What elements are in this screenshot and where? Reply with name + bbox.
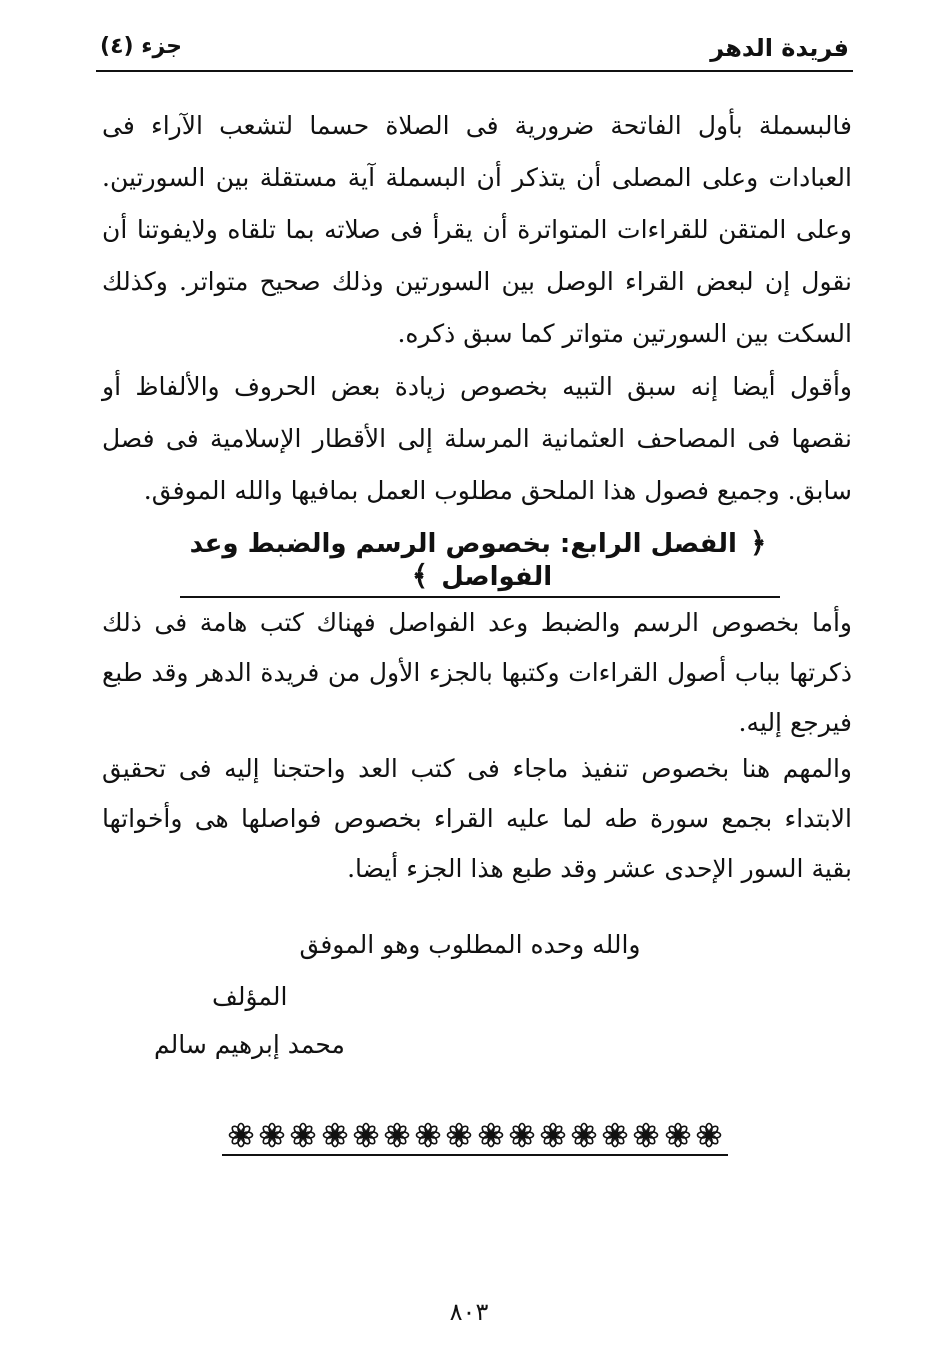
part-label: جزء (٤) — [100, 34, 183, 59]
flower-ornament-icon — [384, 1122, 410, 1148]
flower-ornament-icon — [446, 1122, 472, 1148]
flower-ornament-icon — [228, 1122, 254, 1148]
flower-ornament-icon — [322, 1122, 348, 1148]
paragraph-2: وأقول أيضا إنه سبق التبيه بخصوص زيادة بعض الحروف والألفاظ أو نقصها فى المصاحف العثمانية المرسلة إلى الأقطار الإسلامية فى فصل سابق. وجميع فصول هذا الملحق مطلوب العمل بمافيها والله الموفق. — [102, 372, 852, 505]
close-bracket: ﴾ — [411, 559, 429, 592]
paragraph-1: فالبسملة بأول الفاتحة ضرورية فى الصلاة حسما لتشعب الآراء فى العبادات وعلى المصلى أن يتذكر أن البسملة آية مستقلة بين السورتين. وعلى المتقن للقراءات المتواترة أن يقرأ فى صلاته بما تلقاه ولايفوتنا أن نقول إن لبعض القراء الوصل بين السورتين وذلك صحيح متواتر. وكذلك السكت بين السورتين متواتر كما سبق ذكره. — [102, 111, 852, 348]
page-number: ٨٠٣ — [449, 1298, 489, 1326]
paragraph-4: والمهم هنا بخصوص تنفيذ ماجاء فى كتب العد واحتجنا إليه فى تحقيق الابتداء بجمع سورة طه لما عليه القراء بخصوص فواصلها هى وأخواتها بقية السور الإحدى عشر وقد طبع هذا الجزء أيضا. — [102, 754, 852, 883]
paragraph-3: وأما بخصوص الرسم والضبط وعد الفواصل فهناك كتب هامة فى ذلك ذكرتها بباب أصول القراءات وكتبها بالجزء الأول من فريدة الدهر وقد طبع فيرجع إليه. — [102, 608, 852, 737]
flower-ornament-icon — [571, 1122, 597, 1148]
section-heading-underlined — [180, 526, 780, 598]
flower-ornament-icon — [259, 1122, 285, 1148]
section-heading — [180, 526, 780, 598]
flower-ornament-icon — [478, 1122, 504, 1148]
flower-ornament-icon — [633, 1122, 659, 1148]
closing-line: والله وحده المطلوب وهو الموفق — [299, 930, 641, 959]
open-bracket: ﴿ — [749, 526, 767, 559]
page-header — [96, 30, 853, 72]
flower-ornament-icon — [509, 1122, 535, 1148]
flower-ornament-icon — [353, 1122, 379, 1148]
section-title: الفصل الرابع: بخصوص الرسم والضبط وعد الفواصل — [189, 529, 737, 592]
ornament-divider — [222, 1116, 728, 1156]
author-label: المؤلف — [212, 982, 288, 1011]
flower-ornament-icon — [415, 1122, 441, 1148]
flower-ornament-icon — [540, 1122, 566, 1148]
author-name: محمد إبرهيم سالم — [154, 1030, 345, 1059]
flower-ornament-icon — [696, 1122, 722, 1148]
flower-ornament-icon — [665, 1122, 691, 1148]
flower-ornament-icon — [290, 1122, 316, 1148]
flower-ornament-icon — [602, 1122, 628, 1148]
book-title: فريدة الدهر — [710, 34, 849, 62]
